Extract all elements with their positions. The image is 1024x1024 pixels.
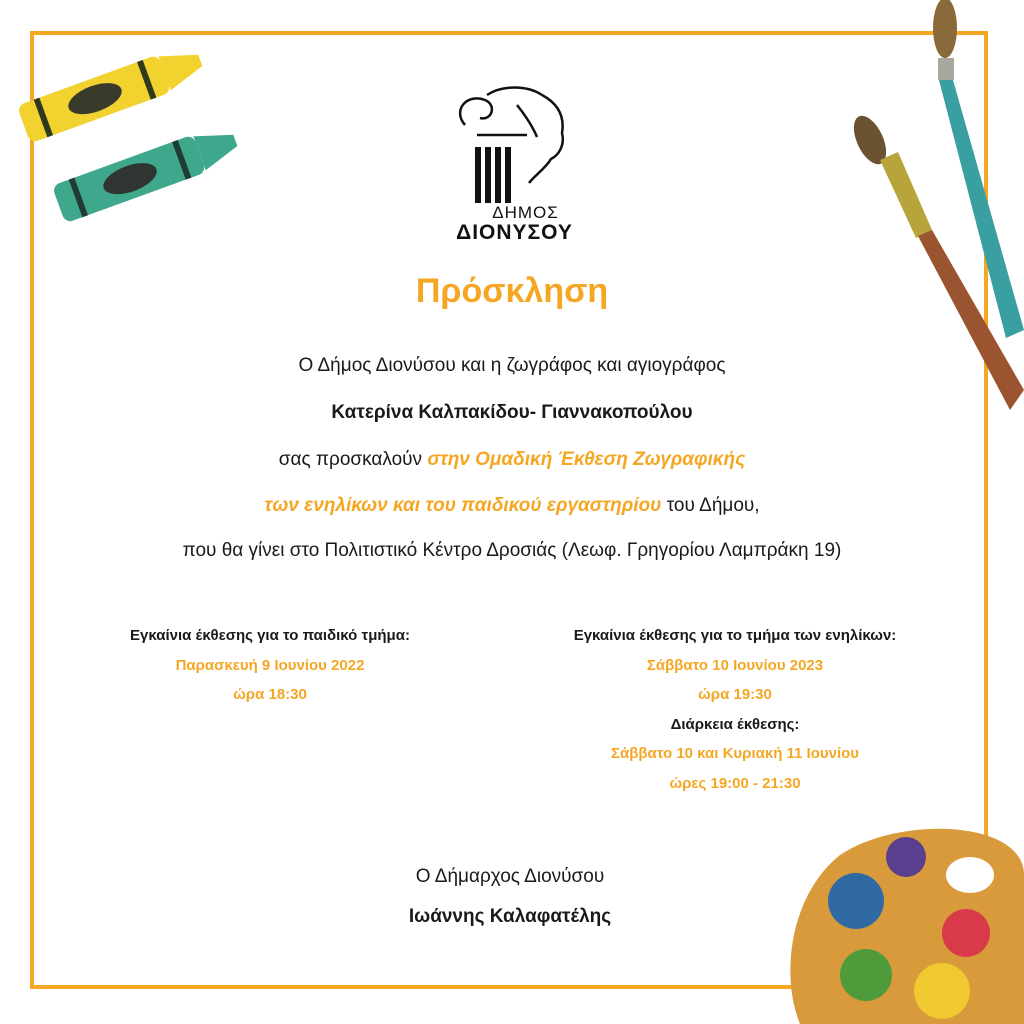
children-time: ώρα 18:30 bbox=[233, 686, 307, 703]
duration-hours: ώρες 19:00 - 21:30 bbox=[669, 774, 801, 792]
artist-name: Κατερίνα Καλπακίδου- Γιαννακοπούλου bbox=[331, 402, 693, 423]
signature-name: Ιωάννης Καλαφατέλης bbox=[408, 906, 612, 927]
invite-line bbox=[0, 449, 1024, 471]
exhibition-line bbox=[0, 495, 1024, 517]
adults-date: Σάββατο 10 Ιουνίου 2023 bbox=[646, 656, 824, 674]
municipality-logo bbox=[447, 85, 582, 245]
logo-line-2: ΔΙΟΝΥΣΟΥ bbox=[456, 221, 573, 244]
children-section bbox=[80, 621, 460, 710]
logo-line-1: ΔΗΜΟΣ bbox=[492, 203, 559, 222]
intro-line: Ο Δήμος Διονύσου και η ζωγράφος και αγιογράφος bbox=[298, 355, 726, 376]
duration-label: Διάρκεια έκθεσης: bbox=[670, 715, 800, 733]
page-title: Πρόσκληση bbox=[415, 272, 609, 310]
children-date: Παρασκευή 9 Ιουνίου 2022 bbox=[175, 656, 365, 674]
dionysus-logo-icon bbox=[447, 85, 582, 203]
adults-label: Εγκαίνια έκθεσης για το τμήμα των ενηλίκων: bbox=[573, 627, 897, 644]
invite-prefix: σας προσκαλούν bbox=[278, 449, 428, 470]
duration-days: Σάββατο 10 και Κυριακή 11 Ιουνίου bbox=[610, 745, 860, 762]
children-label: Εγκαίνια έκθεσης για το παιδικό τμήμα: bbox=[130, 627, 410, 644]
signature-role: Ο Δήμαρχος Διονύσου bbox=[415, 866, 605, 887]
palette-icon bbox=[780, 815, 1024, 1024]
crayon-green-icon bbox=[40, 115, 250, 225]
exhibition-title-part2: των ενηλίκων και του παιδικού εργαστηρίου bbox=[264, 495, 662, 516]
exhibition-title-part1: στην Ομαδική Έκθεση Ζωγραφικής bbox=[427, 449, 746, 470]
exhibition-suffix: του Δήμου, bbox=[661, 495, 760, 516]
adults-time: ώρα 19:30 bbox=[698, 686, 772, 703]
adults-section bbox=[520, 621, 950, 798]
venue-line: που θα γίνει στο Πολιτιστικό Κέντρο Δροσιάς (Λεωφ. Γρηγορίου Λαμπράκη 19) bbox=[182, 540, 842, 561]
